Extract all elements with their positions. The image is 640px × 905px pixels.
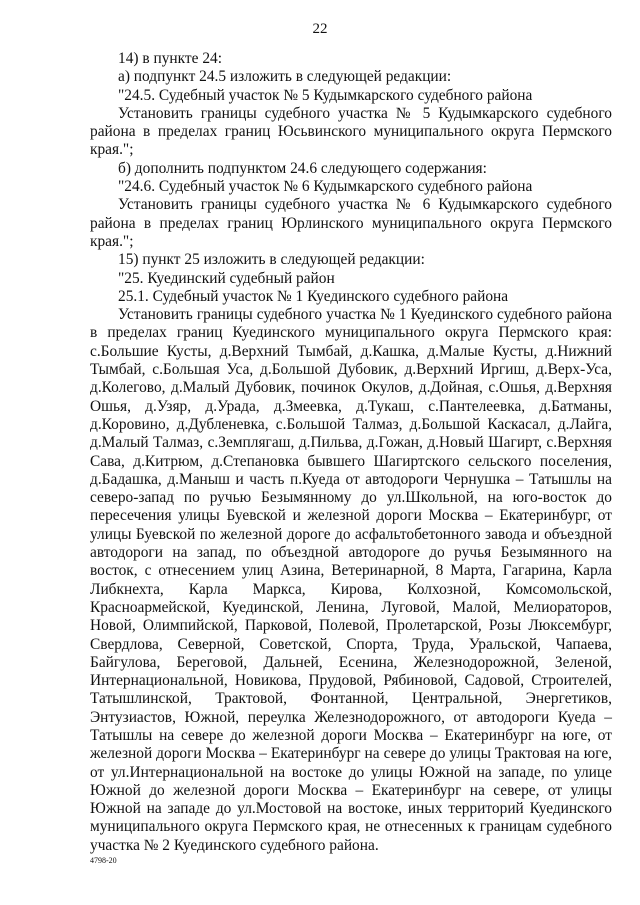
section-25-title: "25. Куединский судебный район: [118, 269, 335, 287]
section-25-1-text: Установить границы судебного участка № 1 Куединского судебного района в пределах границ Куединского муниципального округа Пермского края: с.Большие Кусты, д.Верхний Тымбай, д.Кашка, д.Малые Кусты, д.Нижний Тымбай, с.Большая Уса, д.Большой Дубовик, д.Верхний Иргиш, д.Верх-Уса, д.Колегово, д.Малый Дубовик, починок Окулов, д.Дойная, с.Ошья, д.Верхняя Ошья, д.Узяр, д.Урада, д.Змеевка, д.Тукаш, с.Пантелеевка, д.Батманы, д.Коровино, д.Дубленевка, с.Большой Талмаз, д.Большой Каскасал, д.Лайга, д.Малый Талмаз, с.Земплягаш, д.Пильва, д.Гожан, д.Новый Шагирт, с.Верхняя Сава, д.Китрюм, д.Степановка бывшего Шагиртского сельского поселения, д.Бадашка, д.Маныш и часть п.Куеда от автодороги Чернушка – Татышлы на северо-запад по ручью Безымянному до ул.Школьной, на юго-восток до пересечения улицы Буевской и железной дороги Москва – Екатеринбург, от улицы Буевской по железной дороге до асфальтобетонного завода и объездной автодороги на запад, по объездной автодороге до ручья Безымянного на восток, с отнесением улиц Азина, Ветеринарной, 8 Марта, Гагарина, Карла Либкнехта, Карла Маркса, Кирова, Колхозной, Комсомольской, Красноармейской, Куединской, Ленина, Луговой, Малой, Мелиораторов, Новой, Олимпийской, Парковой, Полевой, Пролетарской, Розы Люксембург, Свердлова, Северной, Советской, Спорта, Труда, Уральской, Чапаева, Байгулова, Береговой, Дальней, Есенина, Железнодорожной, Зеленой, Интернациональной, Новикова, Прудовой, Рябиновой, Садовой, Строителей, Татышлинской, Трактовой, Фонтанной, Центральной, Энергетиков, Энтузиастов, Южной, переулка Железнодорожного, от автодороги Куеда – Татышлы на севере до железной дороги Москва – Екатеринбург на юге, от железной дороги Москва – Екатеринбург на севере до улицы Трактовая на юге, от ул.Интернациональной на востоке до улицы Южной на западе, по улице Южной до железной дороги Москва – Екатеринбург на севере, от улицы Южной на западе до ул.Мостовой на востоке, иных территорий Куединского муниципального округа Пермского края, не отнесенных к границам судебного участка № 2 Куединского судебного района.: [90, 306, 612, 854]
document-body: [90, 50, 612, 855]
section-24-6-text: Установить границы судебного участка № 6 Кудымкарского судебного района в пределах границ Юрлинского муниципального округа Пермского края.";: [90, 196, 612, 250]
item-15-heading: 15) пункт 25 изложить в следующей редакции:: [118, 251, 425, 269]
page-number: 22: [312, 21, 328, 37]
subitem-a: а) подпункт 24.5 изложить в следующей редакции:: [118, 68, 452, 86]
item-14-heading: 14) в пункте 24:: [118, 50, 222, 67]
subitem-b: б) дополнить подпунктом 24.6 следующего содержания:: [118, 159, 487, 177]
section-24-5-text: Установить границы судебного участка № 5 Кудымкарского судебного района в пределах границ Юсьвинского муниципального округа Пермского края.";: [90, 104, 612, 159]
document-code: 4798-20: [90, 856, 117, 865]
section-25-1-title: 25.1. Судебный участок № 1 Куединского судебного района: [118, 287, 509, 305]
section-24-5-title: "24.5. Судебный участок № 5 Кудымкарского судебного района: [118, 86, 533, 104]
section-24-6-title: "24.6. Судебный участок № 6 Кудымкарского судебного района: [118, 178, 533, 196]
